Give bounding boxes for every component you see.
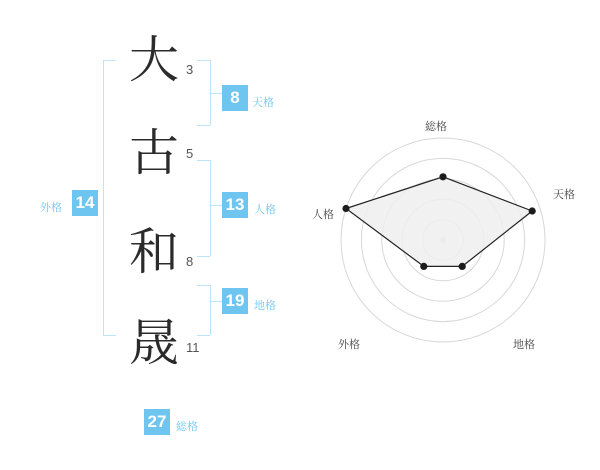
kanji-character-1: 大 xyxy=(129,31,179,89)
radar-chart xyxy=(300,0,600,470)
jinkaku-bracket-vertical xyxy=(210,160,211,256)
jinkaku-bracket-stem xyxy=(210,205,222,206)
kanji-character-4: 晟 xyxy=(129,314,179,372)
radar-series-polygon xyxy=(346,177,532,267)
score-value-tenkaku: 8 xyxy=(222,85,248,111)
score-label-jinkaku: 人格 xyxy=(254,204,276,216)
radar-data-point xyxy=(342,205,349,212)
kanji-stroke-count-1: 3 xyxy=(186,62,194,77)
outer-bracket-vertical xyxy=(103,60,104,335)
kanji-stroke-count-4: 11 xyxy=(186,340,200,355)
chikaku-bracket-top xyxy=(197,285,210,286)
jinkaku-bracket-bottom xyxy=(197,256,210,257)
axis-label-gaikaku: 外格 xyxy=(338,339,360,351)
score-label-chikaku: 地格 xyxy=(254,300,276,312)
radar-data-point xyxy=(420,263,427,270)
radar-data-point xyxy=(439,173,446,180)
chikaku-bracket-bottom xyxy=(197,335,210,336)
score-value-soukaku: 27 xyxy=(144,409,170,435)
outer-bracket-bottom xyxy=(103,335,116,336)
score-label-soukaku: 総格 xyxy=(176,421,198,433)
score-label-tenkaku: 天格 xyxy=(252,97,274,109)
radar-data-point xyxy=(459,263,466,270)
kanji-character-2: 古 xyxy=(129,124,179,182)
outer-bracket-top xyxy=(103,60,116,61)
tenkaku-bracket-bottom xyxy=(197,125,210,126)
radar-chart-svg xyxy=(300,0,600,470)
chikaku-bracket-vertical xyxy=(210,285,211,335)
kanji-character-3: 和 xyxy=(129,223,179,281)
score-value-jinkaku: 13 xyxy=(222,192,248,218)
tenkaku-bracket-stem xyxy=(210,93,222,94)
axis-label-jinkaku: 人格 xyxy=(312,209,334,221)
axis-label-soukaku: 総格 xyxy=(425,121,447,133)
axis-label-chikaku: 地格 xyxy=(513,339,535,351)
chikaku-bracket-stem xyxy=(210,301,222,302)
radar-data-point xyxy=(529,207,536,214)
kanji-stroke-count-2: 5 xyxy=(186,146,194,161)
score-value-chikaku: 19 xyxy=(222,288,248,314)
score-value-gaikaku: 14 xyxy=(72,190,98,216)
kanji-stroke-count-3: 8 xyxy=(186,254,194,269)
radar-series xyxy=(346,177,532,267)
jinkaku-bracket-top xyxy=(197,160,210,161)
axis-label-tenkaku: 天格 xyxy=(553,189,575,201)
score-label-gaikaku: 外格 xyxy=(40,202,62,214)
tenkaku-bracket-top xyxy=(197,60,210,61)
